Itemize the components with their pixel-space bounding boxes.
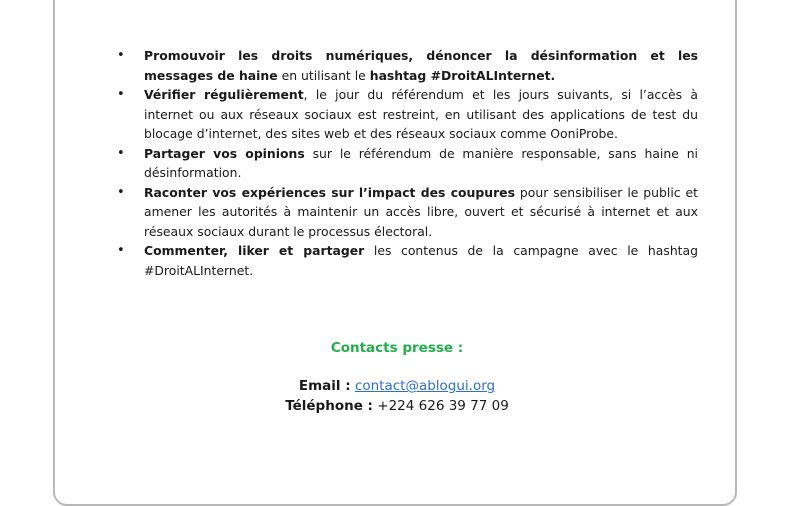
list-item — [117, 144, 698, 183]
phone-number: +224 626 39 77 09 — [377, 398, 509, 414]
action-list — [117, 46, 698, 280]
list-item — [117, 46, 698, 85]
list-item-bold: Raconter vos expériences sur l’impact des coupures — [144, 184, 515, 200]
contacts-title: Contacts presse : — [330, 340, 464, 356]
list-item — [117, 241, 698, 280]
bullet-icon: • — [117, 87, 125, 102]
phone-label: Téléphone : — [285, 398, 373, 414]
list-item-text: , le jour du référendum et les jours suivants, si l’accès à internet ou aux réseaux sociaux est restreint, en utilisant des applications de test du blocage d’internet, des sites web et des réseaux sociaux comme OoniProbe. — [144, 87, 698, 141]
bullet-icon: • — [117, 145, 125, 161]
email-line — [0, 378, 794, 394]
list-item-text: pour sensibiliser le public et amener les autorités à maintenir un accès libre, ouvert et sécurisé à internet et aux réseaux sociaux durant le processus électoral. — [144, 184, 698, 239]
list-item — [117, 85, 698, 144]
bullet-icon: • — [117, 48, 125, 63]
email-link[interactable]: contact@ablogui.org — [354, 378, 496, 394]
bullet-icon: • — [117, 243, 125, 258]
list-item-bold: Promouvoir les droits numériques, dénoncer la désinformation et les messages de haine — [144, 48, 698, 83]
email-label: Email : — [298, 378, 351, 394]
list-item — [117, 183, 698, 242]
list-item-bold: Partager vos opinions — [144, 145, 305, 161]
list-item-text: en utilisant le — [277, 67, 370, 83]
list-item-hashtag: hashtag #DroitALInternet. — [369, 67, 556, 83]
list-item-text: sur le référendum de manière responsable, sans haine ni désinformation. — [144, 145, 698, 180]
list-item-text: les contenus de la campagne avec le hashtag #DroitALInternet. — [144, 243, 698, 278]
list-item-bold: Vérifier régulièrement — [144, 87, 304, 102]
bullet-icon: • — [117, 184, 125, 200]
phone-line — [0, 398, 794, 414]
list-item-bold: Commenter, liker et partager — [144, 243, 365, 258]
